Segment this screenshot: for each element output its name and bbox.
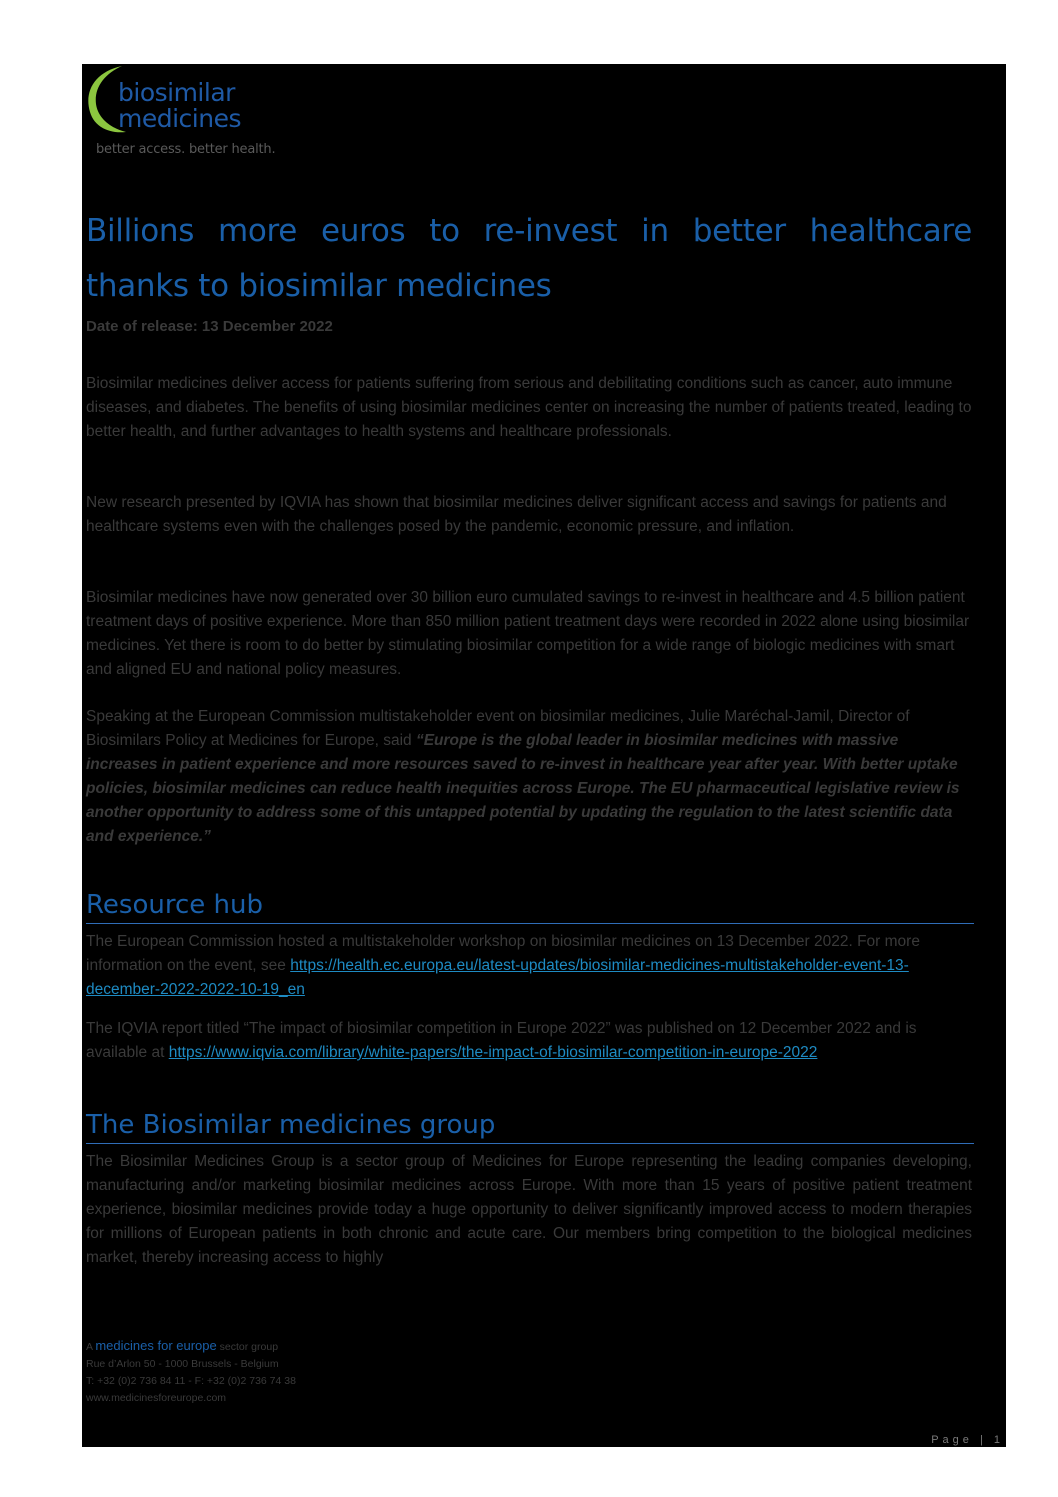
logo-line-1: biosimilar	[118, 78, 235, 107]
resource-hub-heading: Resource hub	[86, 888, 974, 924]
biosimilar-medicines-logo	[82, 64, 312, 164]
biosimilar-group-heading: The Biosimilar medicines group	[86, 1108, 974, 1144]
paragraph-1: Biosimilar medicines deliver access for patients suffering from serious and debilitating conditions such as cancer, auto immune diseases, and diabetes. The benefits of using biosimilar medicines center on increasing the number of patients treated, leading to better health, and further advantages to health systems and healthcare professionals.	[86, 375, 972, 440]
document-page	[82, 64, 1006, 1447]
release-date: Date of release: 13 December 2022	[86, 318, 333, 335]
resource-paragraph-1	[86, 930, 972, 1002]
resource-1-text: The European Commission hosted a multistakeholder workshop on biosimilar medicines on 13 December 2022. For more information on the event, see	[86, 933, 920, 974]
page-number: Page | 1	[931, 1434, 1004, 1446]
biosimilar-group-text: The Biosimilar Medicines Group is a sector group of Medicines for Europe representing the leading companies developing, manufacturing and/or marketing biosimilar medicines across Europe. With more than 15 years of positive patient treatment experience, biosimilar medicines provide today a huge opportunity to deliver significantly improved access to modern therapies for millions of European patients in both chronic and acute care. Our members bring competition to the biological medicines market, thereby increasing access to highly	[86, 1153, 972, 1266]
footer-suffix: sector group	[216, 1341, 279, 1353]
health-ec-europa-link[interactable]: https://health.ec.europa.eu/latest-updates/biosimilar-medicines-multistakeholder-event-13-december-2022-2022-10-19_en	[86, 957, 909, 998]
page-title: Billions more euros to re-invest in better healthcare thanks to biosimilar medicines	[86, 213, 972, 304]
footer-address: Rue d’Arlon 50 - 1000 Brussels - Belgium	[86, 1358, 279, 1370]
paragraph-2: New research presented by IQVIA has shown that biosimilar medicines deliver significant access and savings for patients and healthcare systems even with the challenges posed by the pandemic, economic pressure, and inflation.	[86, 494, 947, 535]
iqvia-report-link[interactable]: https://www.iqvia.com/library/white-papers/the-impact-of-biosimilar-competition-in-europe-2022	[168, 1044, 818, 1061]
resource-paragraph-2	[86, 1017, 972, 1065]
footer-prefix: A	[86, 1341, 96, 1353]
footer-sector-line	[86, 1337, 296, 1356]
logo-line-2: medicines	[118, 104, 241, 133]
paragraph-4-intro: Speaking at the European Commission multistakeholder event on biosimilar medicines, Julie Maréchal-Jamil, Director of Biosimilars Policy at Medicines for Europe, said	[86, 708, 910, 749]
paragraph-4-quote: “Europe is the global leader in biosimilar medicines with massive increases in patient experience and more resources saved to re-invest in healthcare year after year. With better uptake policies, biosimilar medicines can reduce health inequities across Europe. The EU pharmaceutical legislative review is another opportunity to address some of this untapped potential by updating the regulation to the latest scientific data and experience.”	[86, 732, 960, 845]
paragraph-4	[86, 705, 972, 849]
logo-tagline: better access. better health.	[96, 142, 276, 157]
footer-phone: T: +32 (0)2 736 84 11 - F: +32 (0)2 736 74 38	[86, 1375, 296, 1387]
footer-brand: medicines for europe	[95, 1338, 217, 1353]
footer	[86, 1337, 296, 1407]
paragraph-3: Biosimilar medicines have now generated over 30 billion euro cumulated savings to re-invest in healthcare and 4.5 billion patient treatment days of positive experience. More than 850 million patient treatment days were recorded in 2022 alone using biosimilar medicines. Yet there is room to do better by stimulating biosimilar competition for a wide range of biologic medicines with smart and aligned EU and national policy measures.	[86, 589, 970, 678]
resource-2-text: The IQVIA report titled “The impact of biosimilar competition in Europe 2022” was published on 12 December 2022 and is available at	[86, 1020, 917, 1061]
footer-website: www.medicinesforeurope.com	[86, 1392, 227, 1404]
